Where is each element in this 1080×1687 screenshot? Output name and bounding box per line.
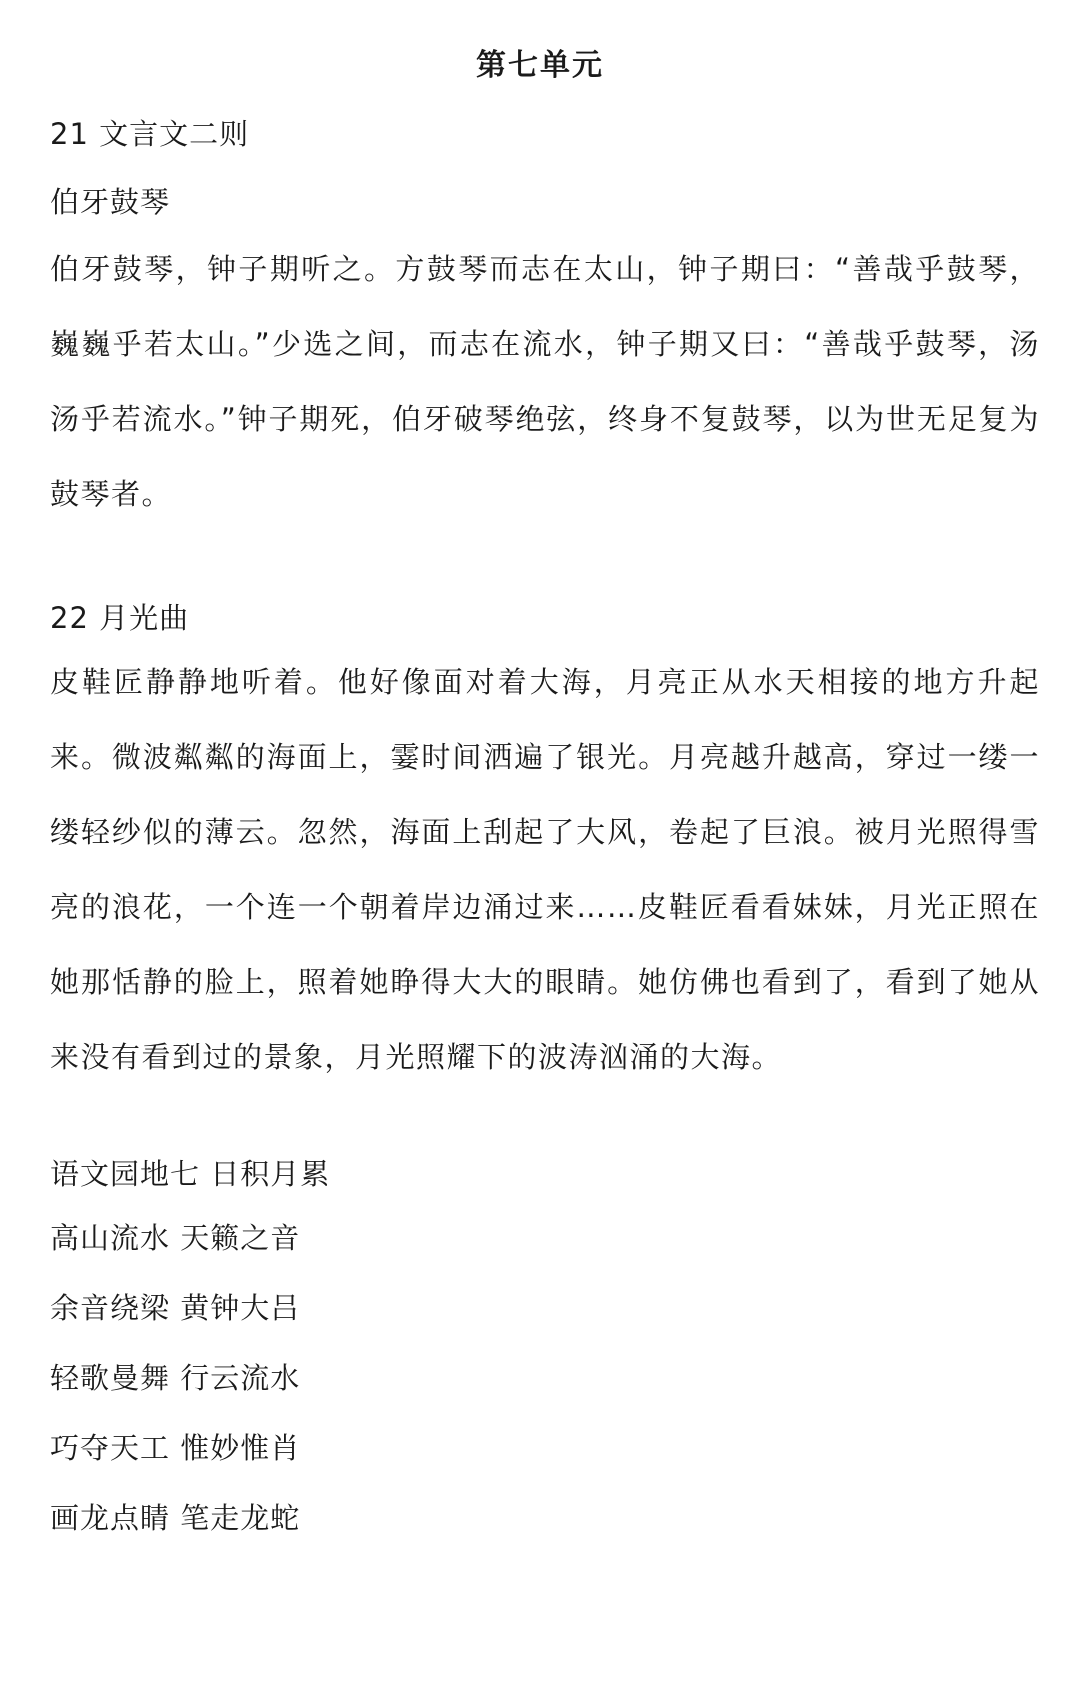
lesson-22-text: 皮鞋匠静静地听着。他好像面对着大海，月亮正从水天相接的地方升起来。微波粼粼的海面上，霎时间洒遍了银光。月亮越升越高，穿过一缕一缕轻纱似的薄云。忽然，海面上刮起了大风，卷起了巨浪。被月光照得雪亮的浪花，一个连一个朝着岸边涌过来……皮鞋匠看看妹妹，月光正照在她那恬静的脸上，照着她睁得大大的眼睛。她仿佛也看到了，看到了她从来没有看到过的景象，月光照耀下的波涛汹涌的大海。 bbox=[50, 665, 1040, 1074]
idiom-row: 画龙点睛 笔走龙蛇 bbox=[50, 1501, 301, 1535]
idiom-list bbox=[50, 1221, 300, 1571]
idiom-row: 巧夺天工 惟妙惟肖 bbox=[50, 1431, 301, 1465]
garden-heading: 语文园地七 日积月累 bbox=[50, 1157, 331, 1191]
lesson-21-text: 伯牙鼓琴，钟子期听之。方鼓琴而志在太山，钟子期曰：“善哉乎鼓琴，巍巍乎若太山。”少选之间，而志在流水，钟子期又曰：“善哉乎鼓琴，汤汤乎若流水。”钟子期死，伯牙破琴绝弦，终身不复鼓琴，以为世无足复为鼓琴者。 bbox=[50, 252, 1040, 511]
idiom-row: 余音绕梁 黄钟大吕 bbox=[50, 1291, 301, 1325]
lesson-22-heading: 22 月光曲 bbox=[50, 601, 190, 635]
unit-title: 第七单元 bbox=[476, 48, 604, 83]
idiom-row: 高山流水 天籁之音 bbox=[50, 1221, 301, 1255]
idiom-row: 轻歌曼舞 行云流水 bbox=[50, 1361, 301, 1395]
lesson-21-heading: 21 文言文二则 bbox=[50, 117, 250, 151]
lesson-21-subtitle: 伯牙鼓琴 bbox=[50, 185, 171, 219]
